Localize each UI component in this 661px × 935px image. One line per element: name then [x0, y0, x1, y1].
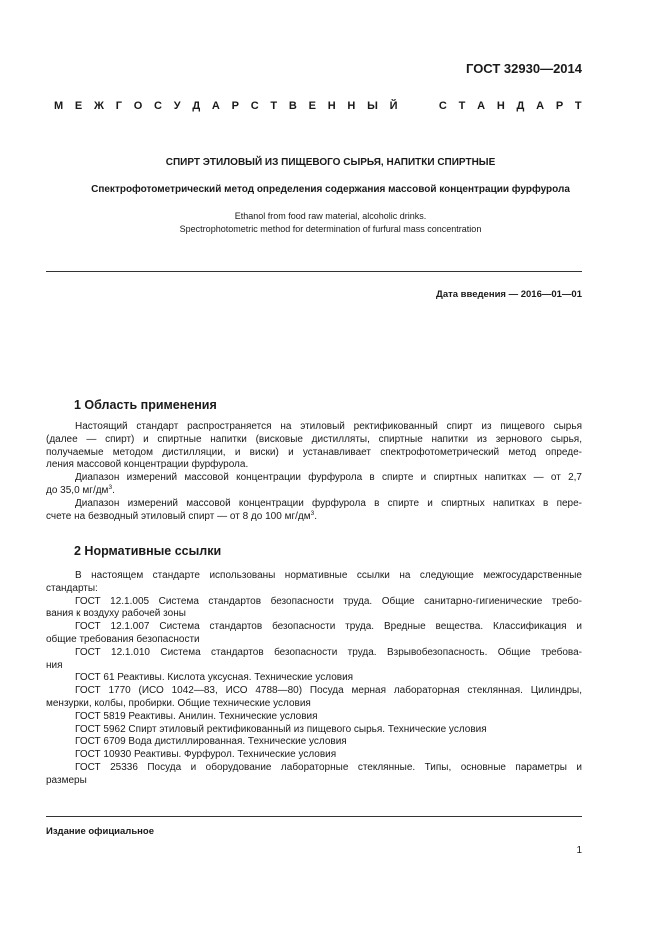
text-line: Диапазон измерений массовой концентрации фурфурола в спирте и спиртных напитках в пере- [75, 497, 582, 509]
text-line: (далее — спирт) и спиртные напитки (висковые дистилляты, спиртные напитки из зернового сырья, [46, 433, 582, 445]
section-2-title: 2 Нормативные ссылки [74, 544, 222, 558]
text-line: В настоящем стандарте использованы нормативные ссылки на следующие межгосударственные [75, 570, 582, 581]
heading-letter: Д [516, 100, 525, 112]
reference-line: ГОСТ 25336 Посуда и оборудование лабораторные стеклянные. Типы, основные параметры и [75, 761, 582, 773]
heading-letter: У [173, 100, 181, 112]
heading-letter: А [536, 100, 545, 112]
heading-letter: О [133, 100, 143, 112]
heading-letter: С [438, 100, 447, 112]
document-title-en-line2: Spectrophotometric method for determination of furfural mass concentration [179, 224, 482, 234]
heading-letter: Ы [367, 100, 378, 112]
heading-letter: Ж [94, 100, 104, 112]
text-line: получаемые методом дистилляции, и виски) и устанавливает спектрофотометрический метод опреде- [46, 446, 582, 458]
heading-letter: Т [458, 100, 466, 112]
heading-letter: Д [192, 100, 201, 112]
reference-line: ГОСТ 12.1.007 Система стандартов безопасности труда. Вредные вещества. Классификация и [75, 621, 582, 633]
heading-letter: Р [231, 100, 239, 112]
document-code: ГОСТ 32930—2014 [466, 61, 582, 76]
heading-letter: А [477, 100, 486, 112]
text-line: Настоящий стандарт распространяется на этиловый ректификованный спирт из пищевого сырья [75, 421, 582, 432]
heading-letter: Т [574, 100, 582, 112]
heading-letter: Н [327, 100, 336, 112]
reference-line: ГОСТ 1770 (ИСО 1042—83, ИСО 4788—80) Посуда мерная лабораторная стеклянная. Цилиндры, [75, 685, 582, 697]
reference-line: ГОСТ 10930 Реактивы. Фурфурол. Технические условия [75, 749, 337, 761]
heading-letter: Н [496, 100, 505, 112]
reference-line: ГОСТ 5819 Реактивы. Анилин. Технические условия [75, 710, 318, 722]
text-line: Диапазон измерений массовой концентрации фурфурола в спирте и спиртных напитках — от 2,7 [75, 472, 582, 484]
section-2-body [46, 570, 582, 788]
heading-letter: Н [347, 100, 356, 112]
document-title-en-line1: Ethanol from food raw material, alcoholic drinks. [234, 211, 427, 221]
document-subtitle-ru: Спектрофотометрический метод определения содержания массовой концентрации фурфурола [91, 184, 570, 195]
reference-line: размеры [46, 774, 87, 786]
reference-line: ГОСТ 6709 Вода дистиллированная. Технические условия [75, 736, 347, 748]
text-line: стандарты: [46, 582, 98, 594]
reference-line: ГОСТ 12.1.010 Система стандартов безопасности труда. Взрывобезопасность. Общие требова- [75, 646, 582, 658]
heading-letter: Е [74, 100, 83, 112]
interstate-standard-heading [54, 100, 582, 112]
official-edition-label: Издание официальное [46, 826, 154, 837]
heading-letter: Т [270, 100, 278, 112]
reference-line: ГОСТ 12.1.005 Система стандартов безопасности труда. Общие санитарно-гигиенические требо- [75, 595, 582, 607]
heading-letter: Й [389, 100, 398, 112]
text-line-with-unit [46, 485, 582, 498]
superscript: 3 [310, 509, 315, 517]
section-1-title: 1 Область применения [74, 398, 217, 412]
reference-line: ГОСТ 61 Реактивы. Кислота уксусная. Технические условия [75, 672, 354, 684]
page-number: 1 [576, 845, 582, 856]
heading-letter: В [288, 100, 297, 112]
section-1-body [46, 421, 582, 523]
text-fragment: . [314, 510, 317, 522]
heading-letter: М [54, 100, 64, 112]
footer-divider [46, 816, 582, 817]
text-line-with-unit [46, 511, 582, 524]
header-divider [46, 271, 582, 272]
reference-line: мензурки, колбы, пробирки. Общие технические условия [46, 697, 311, 709]
reference-line: ГОСТ 5962 Спирт этиловый ректификованный из пищевого сырья. Технические условия [75, 723, 487, 735]
superscript: 3 [108, 483, 113, 491]
text-fragment: счете на безводный этиловый спирт — от 8 до 100 мг/дм [46, 510, 311, 522]
reference-line: ния [46, 659, 63, 671]
heading-letter [409, 100, 412, 112]
heading-letter [424, 100, 427, 112]
text-line: ления массовой концентрации фурфурола. [46, 459, 249, 471]
text-fragment: до 35,0 мг/дм [46, 484, 109, 496]
heading-letter: С [154, 100, 162, 112]
heading-letter: Г [115, 100, 122, 112]
text-fragment: . [112, 484, 115, 496]
reference-line: вания к воздуху рабочей зоны [46, 608, 186, 620]
heading-letter: Р [555, 100, 564, 112]
introduction-date: Дата введения — 2016—01—01 [436, 289, 582, 300]
document-title-ru: СПИРТ ЭТИЛОВЫЙ ИЗ ПИЩЕВОГО СЫРЬЯ, НАПИТКИ СПИРТНЫЕ [165, 157, 496, 168]
heading-letter: Е [308, 100, 316, 112]
heading-letter: А [211, 100, 220, 112]
reference-line: общие требования безопасности [46, 633, 200, 645]
heading-letter: С [250, 100, 259, 112]
